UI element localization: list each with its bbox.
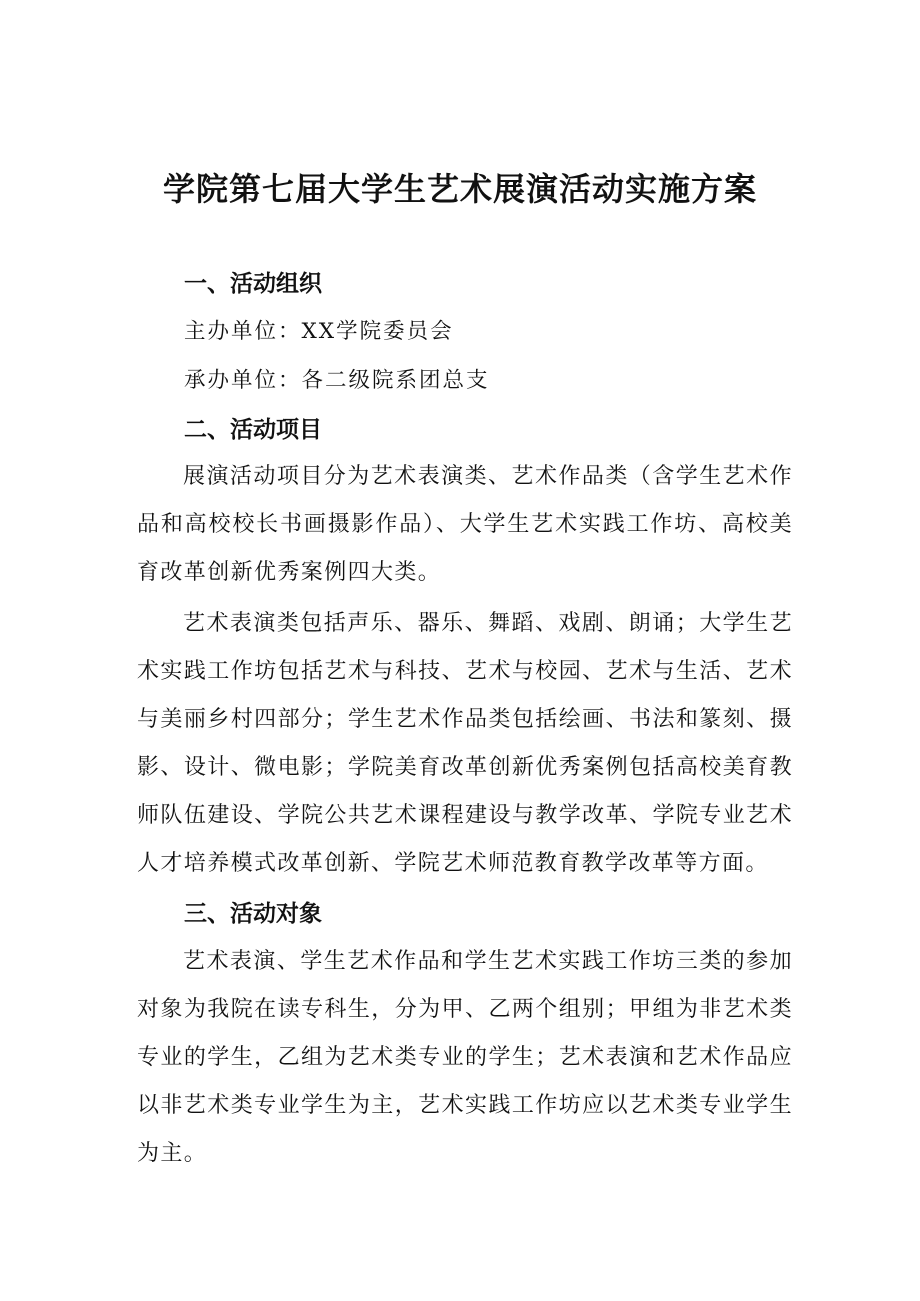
projects-paragraph-categories: 展演活动项目分为艺术表演类、艺术作品类（含学生艺术作品和高校校长书画摄影作品）、大学生艺术实践工作坊、高校美育改革创新优秀案例四大类。 [137,464,793,585]
section-heading-projects: 二、活动项目 [184,417,322,443]
undertaker-line: 承办单位：各二级院系团总支 [184,368,490,393]
section-heading-participants: 三、活动对象 [184,901,322,927]
organizer-line: 主办单位：XX学院委员会 [184,319,454,344]
projects-paragraph-details: 艺术表演类包括声乐、器乐、舞蹈、戏剧、朗诵；大学生艺术实践工作坊包括艺术与科技、艺术与校园、艺术与生活、艺术与美丽乡村四部分；学生艺术作品类包括绘画、书法和篆刻、摄影、设计、微电影；学院美育改革创新优秀案例包括高校美育教师队伍建设、学院公共艺术课程建设与教学改革、学院专业艺术人才培养模式改革创新、学院艺术师范教育教学改革等方面。 [137,611,793,876]
section-heading-organization: 一、活动组织 [184,271,322,297]
document-title: 学院第七届大学生艺术展演活动实施方案 [162,170,757,208]
participants-paragraph: 艺术表演、学生艺术作品和学生艺术实践工作坊三类的参加对象为我院在读专科生，分为甲、乙两个组别；甲组为非艺术类专业的学生，乙组为艺术类专业的学生；艺术表演和艺术作品应以非艺术类专业学生为主，艺术实践工作坊应以艺术类专业学生为主。 [137,949,793,1166]
